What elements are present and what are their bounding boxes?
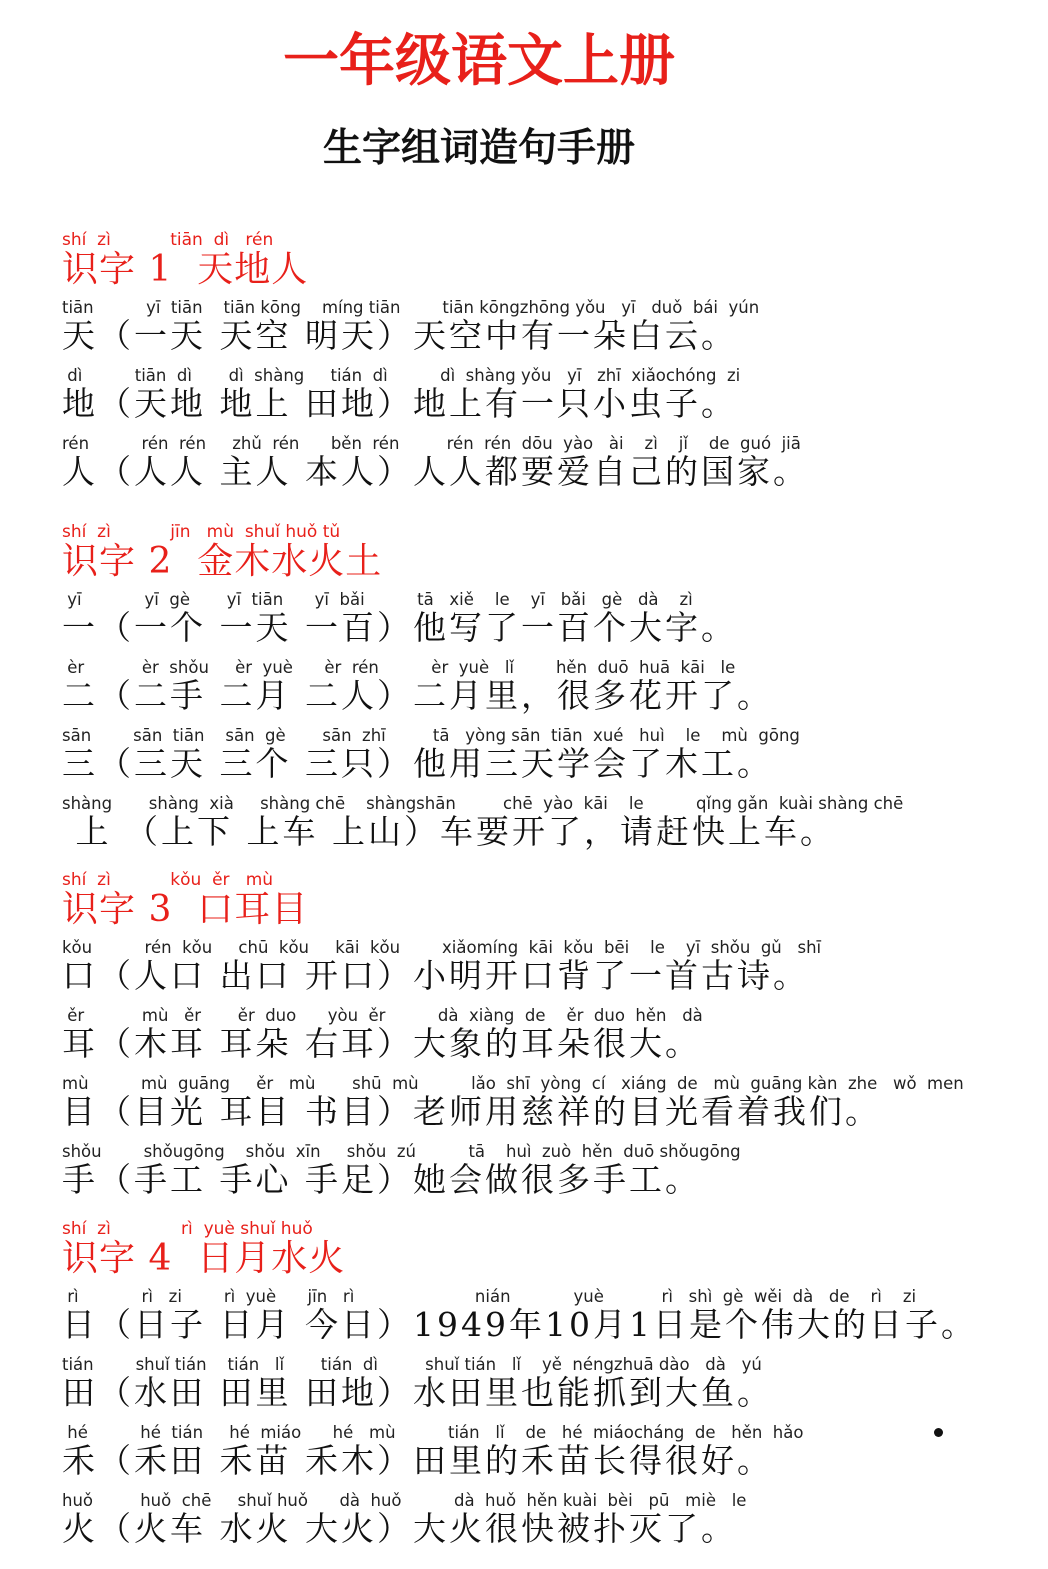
character-entry xyxy=(62,434,1038,492)
character-entry xyxy=(62,366,1038,424)
character-entry xyxy=(62,298,1038,356)
entry-pinyin: huǒ huǒ chē shuǐ huǒ dà huǒ dà huǒ hěn kuài bèi pū miè le xyxy=(62,1491,747,1510)
lesson-heading xyxy=(62,1219,1038,1281)
character-entry xyxy=(62,1491,1038,1549)
lesson-heading-pinyin: shí zì kǒu ěr mù xyxy=(62,870,274,890)
entry-text: 田（水田 田里 田地）水田里也能抓到大鱼。 xyxy=(62,1373,773,1412)
lesson-heading-pinyin: shí zì jīn mù shuǐ huǒ tǔ xyxy=(62,522,341,542)
entry-text: 目（目光 耳目 书目）老师用慈祥的目光看着我们。 xyxy=(62,1092,881,1131)
lesson-heading-text: 识字 4 日月水火 xyxy=(62,1238,346,1279)
lesson-2 xyxy=(62,522,1038,852)
character-entry xyxy=(62,1142,1038,1200)
entry-pinyin: sān sān tiān sān gè sān zhī tā yòng sān tiān xué huì le mù gōng xyxy=(62,726,800,745)
character-entry xyxy=(62,590,1038,648)
page-subtitle: 生字组词造句手册 xyxy=(322,126,635,171)
character-entry xyxy=(62,726,1038,784)
entry-pinyin: èr èr shǒu èr yuè èr rén èr yuè lǐ hěn duō huā kāi le xyxy=(62,658,736,677)
lesson-4 xyxy=(62,1219,1038,1549)
entry-text: 日（日子 日月 今日）1949年10月1日是个伟大的日子。 xyxy=(62,1305,977,1344)
character-entry xyxy=(62,1423,1038,1481)
entry-text: 一（一个 一天 一百）他写了一百个大字。 xyxy=(62,608,737,647)
lesson-heading-text: 识字 3 口耳目 xyxy=(62,889,309,930)
lesson-heading xyxy=(62,230,1038,292)
lesson-heading xyxy=(62,870,1038,932)
lesson-heading xyxy=(62,522,1038,584)
character-entry xyxy=(62,1287,1038,1345)
entry-text: 三（三天 三个 三只）他用三天学会了木工。 xyxy=(62,744,773,783)
character-entry xyxy=(62,658,1038,716)
entry-pinyin: tiān yī tiān tiān kōng míng tiān tiān kōngzhōng yǒu yī duǒ bái yún xyxy=(62,298,760,317)
entry-text: 禾（禾田 禾苗 禾木）田里的禾苗长得很好。 xyxy=(62,1441,773,1480)
lesson-heading-text: 识字 1 天地人 xyxy=(62,249,309,290)
entry-pinyin: shàng shàng xià shàng chē shàngshān chē yào kāi le qǐng gǎn kuài shàng chē xyxy=(62,794,904,813)
entry-pinyin: shǒu shǒugōng shǒu xīn shǒu zú tā huì zuò hěn duō shǒugōng xyxy=(62,1142,741,1161)
lesson-3 xyxy=(62,870,1038,1200)
character-entry xyxy=(62,1355,1038,1413)
lesson-heading-pinyin: shí zì rì yuè shuǐ huǒ xyxy=(62,1219,313,1239)
entry-pinyin: hé hé tián hé miáo hé mù tián lǐ de hé miáocháng de hěn hǎo xyxy=(62,1423,804,1442)
entry-text: 人（人人 主人 本人）人人都要爱自己的国家。 xyxy=(62,452,809,491)
lesson-heading-text: 识字 2 金木水火土 xyxy=(62,541,383,582)
character-entry xyxy=(62,1074,1038,1132)
entry-pinyin: ěr mù ěr ěr duo yòu ěr dà xiàng de ěr duo hěn dà xyxy=(62,1006,703,1025)
entry-pinyin: mù mù guāng ěr mù shū mù lǎo shī yòng cí xiáng de mù guāng kàn zhe wǒ men xyxy=(62,1074,964,1093)
character-entry xyxy=(62,794,1038,852)
entry-pinyin: dì tiān dì dì shàng tián dì dì shàng yǒu yī zhī xiǎochóng zi xyxy=(62,366,741,385)
entry-text: 二（二手 二月 二人）二月里，很多花开了。 xyxy=(62,676,773,715)
entry-text: 口（人口 出口 开口）小明开口背了一首古诗。 xyxy=(62,956,809,995)
entry-text: 天（一天 天空 明天）天空中有一朵白云。 xyxy=(62,316,737,355)
character-entry xyxy=(62,1006,1038,1064)
entry-pinyin: tián shuǐ tián tián lǐ tián dì shuǐ tián lǐ yě néngzhuā dào dà yú xyxy=(62,1355,762,1374)
entry-pinyin: rén rén rén zhǔ rén běn rén rén rén dōu yào ài zì jǐ de guó jiā xyxy=(62,434,801,453)
stray-dot-mark xyxy=(934,1428,943,1437)
entry-pinyin: rì rì zi rì yuè jīn rì nián yuè rì shì gè wěi dà de rì zi xyxy=(62,1287,917,1306)
entry-text: 耳（木耳 耳朵 右耳）大象的耳朵很大。 xyxy=(62,1024,701,1063)
entry-text: 手（手工 手心 手足）她会做很多手工。 xyxy=(62,1160,701,1199)
lesson-1 xyxy=(62,230,1038,492)
lesson-heading-pinyin: shí zì tiān dì rén xyxy=(62,230,274,250)
page-title: 一年级语文上册 xyxy=(283,29,675,94)
entry-pinyin: kǒu rén kǒu chū kǒu kāi kǒu xiǎomíng kāi kǒu bēi le yī shǒu gǔ shī xyxy=(62,938,822,957)
entry-text: 上 （上下 上车 上山）车要开了，请赶快上车。 xyxy=(62,812,836,851)
entry-text: 火（火车 水火 大火）大火很快被扑灭了。 xyxy=(62,1509,737,1548)
character-entry xyxy=(62,938,1038,996)
entry-text: 地（天地 地上 田地）地上有一只小虫子。 xyxy=(62,384,737,423)
entry-pinyin: yī yī gè yī tiān yī bǎi tā xiě le yī bǎi gè dà zì xyxy=(62,590,693,609)
